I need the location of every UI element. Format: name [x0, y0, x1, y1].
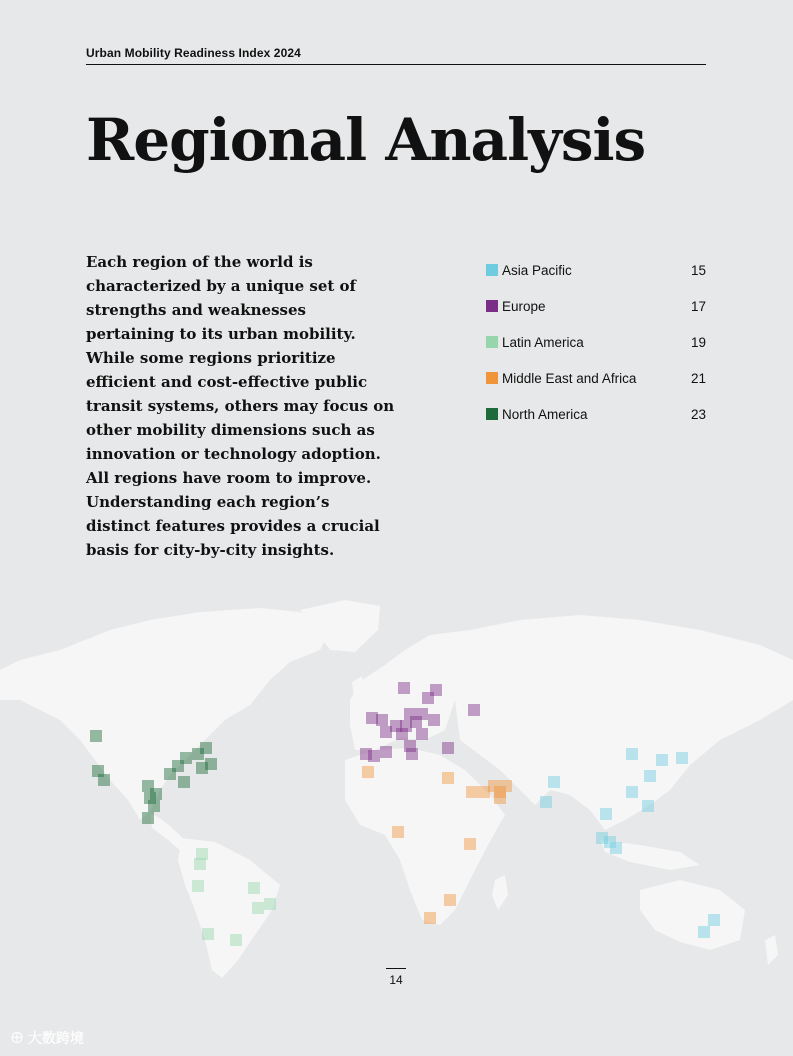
- city-marker: [400, 720, 412, 732]
- city-marker: [148, 800, 160, 812]
- legend-row-asia-pacific[interactable]: [486, 252, 706, 288]
- city-marker: [500, 780, 512, 792]
- city-marker: [676, 752, 688, 764]
- city-marker: [264, 898, 276, 910]
- watermark-text: 大数跨境: [27, 1030, 84, 1046]
- city-marker: [626, 786, 638, 798]
- city-marker: [642, 800, 654, 812]
- city-marker: [442, 772, 454, 784]
- city-marker: [466, 786, 478, 798]
- uk-landmass: [352, 676, 364, 698]
- city-marker: [142, 812, 154, 824]
- city-marker: [416, 708, 428, 720]
- middle-east-africa-swatch: [486, 372, 498, 384]
- world-map: [0, 590, 793, 980]
- city-marker: [398, 682, 410, 694]
- city-marker: [468, 704, 480, 716]
- city-marker: [540, 796, 552, 808]
- city-marker: [192, 880, 204, 892]
- city-marker: [430, 684, 442, 696]
- city-marker: [656, 754, 668, 766]
- city-marker: [194, 858, 206, 870]
- legend-page-number: 21: [690, 370, 706, 386]
- north-america-landmass: [0, 608, 330, 820]
- north-america-swatch: [486, 408, 498, 420]
- region-legend: [486, 252, 706, 432]
- city-marker: [406, 748, 418, 760]
- madagascar-landmass: [492, 875, 508, 910]
- city-marker: [180, 752, 192, 764]
- city-marker: [442, 742, 454, 754]
- legend-page-number: 15: [690, 262, 706, 278]
- legend-page-number: 23: [690, 406, 706, 422]
- city-marker: [494, 792, 506, 804]
- city-marker: [380, 746, 392, 758]
- legend-label: Asia Pacific: [502, 262, 572, 278]
- asia-pacific-swatch: [486, 264, 498, 276]
- watermark-icon: ⊕: [10, 1030, 24, 1046]
- city-marker: [248, 882, 260, 894]
- city-marker: [252, 902, 264, 914]
- page-title: Regional Analysis: [86, 106, 646, 174]
- city-marker: [626, 748, 638, 760]
- city-marker: [150, 788, 162, 800]
- legend-label: Latin America: [502, 334, 584, 350]
- city-marker: [230, 934, 242, 946]
- city-marker: [644, 770, 656, 782]
- city-marker: [428, 714, 440, 726]
- city-marker: [202, 928, 214, 940]
- new-zealand-landmass: [765, 935, 778, 965]
- city-marker: [548, 776, 560, 788]
- legend-label: Middle East and Africa: [502, 370, 637, 386]
- city-marker: [362, 766, 374, 778]
- latin-america-swatch: [486, 336, 498, 348]
- city-marker: [698, 926, 710, 938]
- continents: [0, 600, 793, 978]
- city-marker: [178, 776, 190, 788]
- europe-swatch: [486, 300, 498, 312]
- legend-page-number: 17: [690, 298, 706, 314]
- intro-paragraph: Each region of the world is characterized by a unique set of strengths and weaknesses pertaining to its urban mobility. While some regions prioritize efficient and cost-effective public transit systems, others may focus on other mobility dimensions such as innovation or technology adoption. All regions have room to improve. Understanding each region’s distinct features provides a crucial basis for city-by-city insights.: [86, 253, 395, 559]
- report-header: Urban Mobility Readiness Index 2024: [86, 46, 706, 65]
- city-marker: [392, 826, 404, 838]
- city-marker: [196, 762, 208, 774]
- city-marker: [98, 774, 110, 786]
- city-marker: [424, 912, 436, 924]
- city-marker: [604, 836, 616, 848]
- legend-page-number: 19: [690, 334, 706, 350]
- watermark-logo: [10, 1028, 84, 1048]
- legend-row-europe[interactable]: [486, 288, 706, 324]
- city-marker: [464, 838, 476, 850]
- legend-label: Europe: [502, 298, 546, 314]
- city-marker: [360, 748, 372, 760]
- city-marker: [444, 894, 456, 906]
- australia-landmass: [640, 880, 745, 950]
- city-marker: [90, 730, 102, 742]
- page-number: 14: [386, 968, 406, 987]
- legend-row-north-america[interactable]: [486, 396, 706, 432]
- city-marker: [600, 808, 612, 820]
- legend-row-middle-east-africa[interactable]: [486, 360, 706, 396]
- legend-row-latin-america[interactable]: [486, 324, 706, 360]
- city-marker: [200, 742, 212, 754]
- city-marker: [366, 712, 378, 724]
- city-marker: [416, 728, 428, 740]
- city-marker: [708, 914, 720, 926]
- city-marker: [380, 726, 392, 738]
- legend-label: North America: [502, 406, 588, 422]
